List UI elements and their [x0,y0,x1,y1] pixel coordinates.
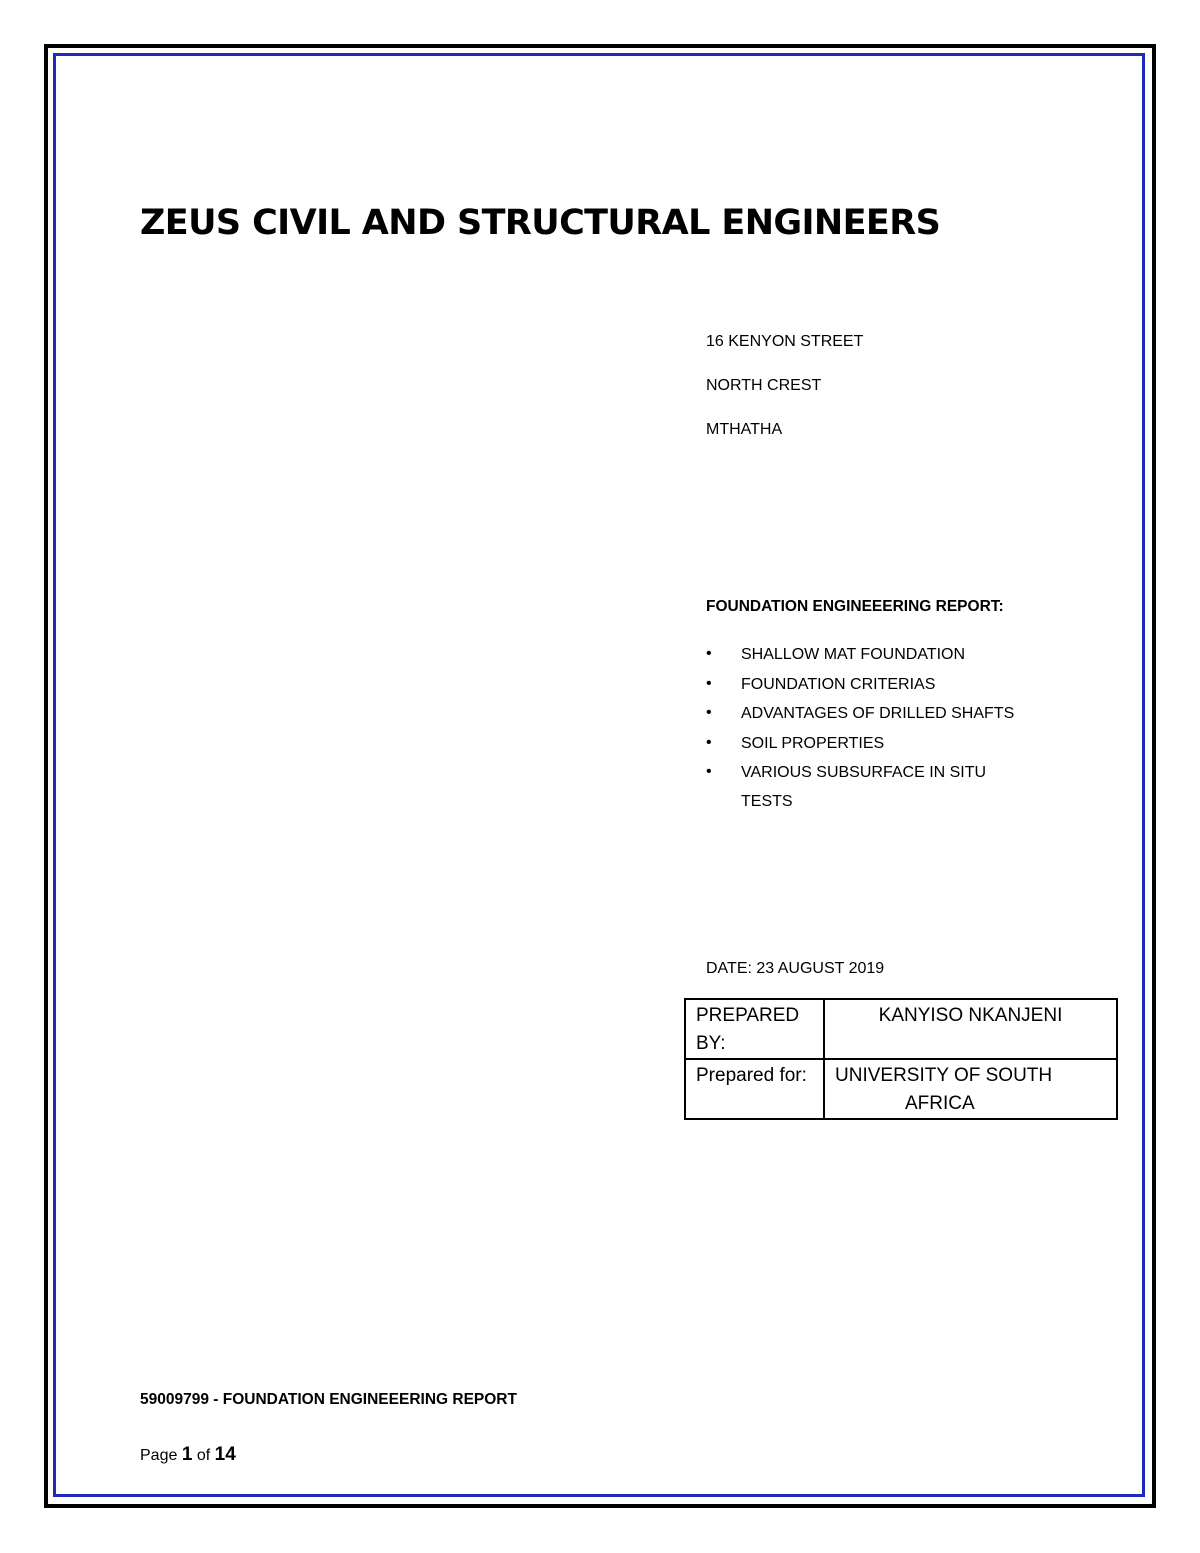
page-of: of [196,1447,211,1464]
bullet-icon: • [706,763,712,780]
page-current: 1 [181,1444,193,1465]
address-line: 16 KENYON STREET [706,333,864,350]
prepared-for-value-line1: UNIVERSITY OF SOUTH [835,1065,1053,1086]
prepared-for-value-line2: AFRICA [905,1093,975,1114]
page-total: 14 [214,1444,236,1465]
report-topics-list [706,640,1046,817]
page-number [140,1444,236,1466]
prepared-for-label: Prepared for: [685,1059,824,1119]
table-row [685,999,1117,1059]
topic-label: VARIOUS SUBSURFACE IN SITU TESTS [741,764,987,810]
bullet-icon: • [706,733,712,751]
prepared-by-value: KANYISO NKANJENI [824,999,1117,1059]
bullet-icon: • [706,704,712,721]
address-line: MTHATHA [706,421,783,438]
list-item [706,640,1046,670]
topic-label: SHALLOW MAT FOUNDATION [741,646,966,663]
prepared-table [684,998,1118,1120]
report-date: DATE: 23 AUGUST 2019 [706,960,885,977]
list-item [706,729,1046,759]
report-heading: FOUNDATION ENGINEEERING REPORT: [706,598,1004,615]
company-title: ZEUS CIVIL AND STRUCTURAL ENGINEERS [140,203,941,243]
topic-label: FOUNDATION CRITERIAS [741,675,936,693]
prepared-by-label: PREPARED BY: [685,999,824,1059]
topic-label: ADVANTAGES OF DRILLED SHAFTS [741,705,1015,722]
list-item [706,758,1046,817]
table-row [685,1059,1117,1119]
bullet-icon: • [706,645,712,662]
address-line: NORTH CREST [706,377,822,394]
footer-report-id: 59009799 - FOUNDATION ENGINEEERING REPORT [140,1391,517,1408]
list-item [706,699,1046,729]
prepared-for-value [824,1059,1117,1119]
topic-label: SOIL PROPERTIES [741,734,885,752]
company-address [706,332,863,464]
page-word: Page [140,1447,178,1464]
list-item [706,670,1046,700]
bullet-icon: • [706,674,712,692]
